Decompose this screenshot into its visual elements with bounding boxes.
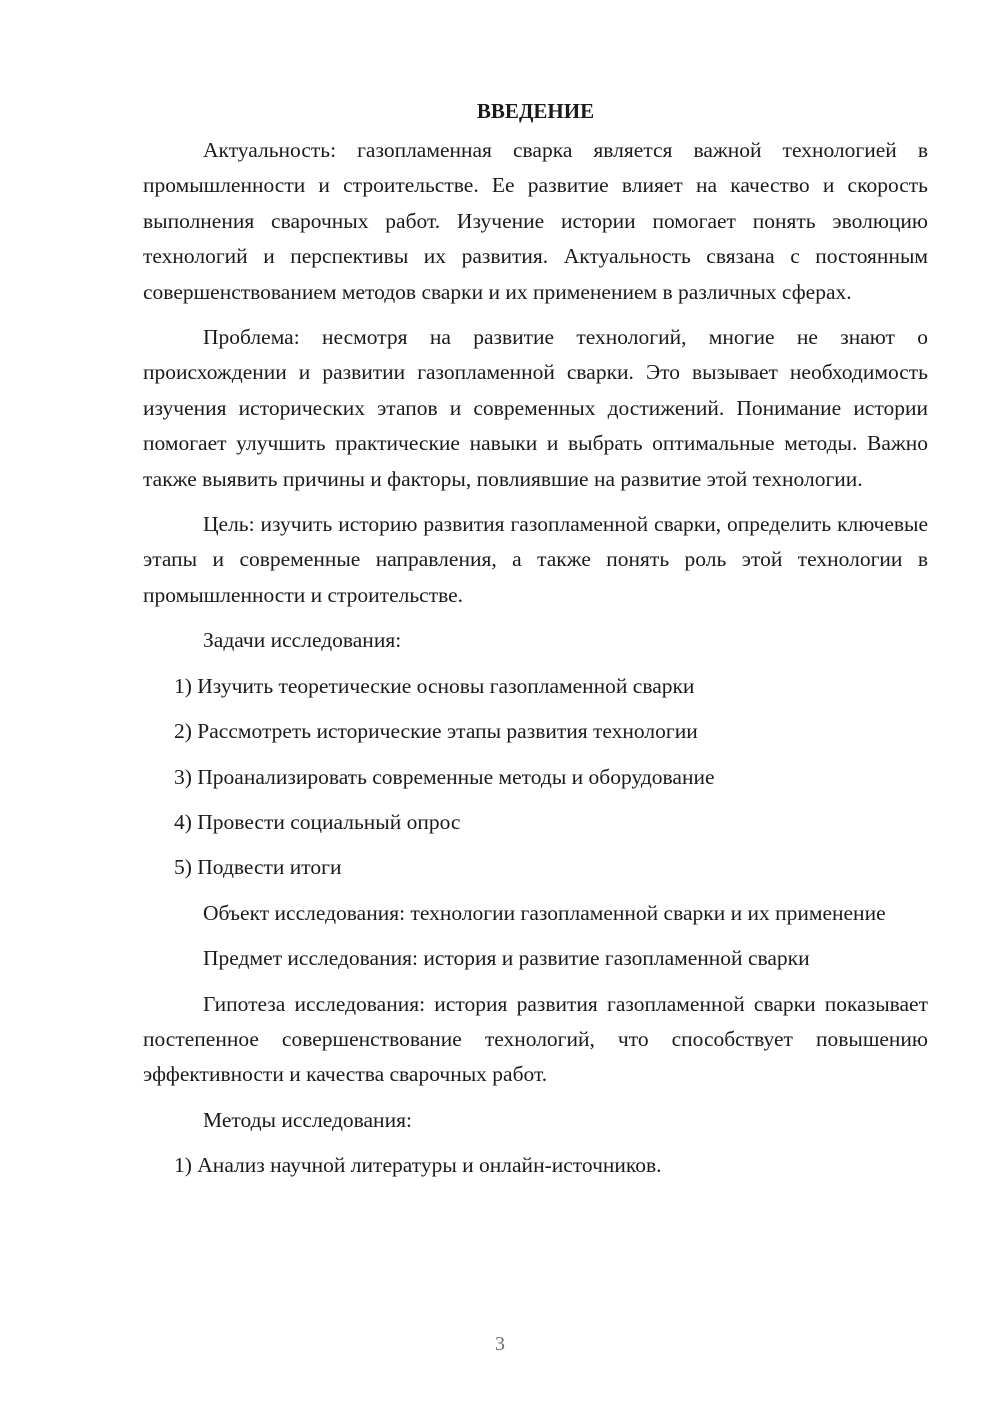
object-paragraph: Объект исследования: технологии газопламенной сварки и их применение xyxy=(203,900,886,925)
document-page xyxy=(143,96,928,1194)
hypothesis-paragraph: Гипотеза исследования: история развития газопламенной сварки показывает постепенное совершенствование технологий, что способствует повышению эффективности и качества сварочных работ. xyxy=(143,991,928,1087)
page-title: ВВЕДЕНИЕ xyxy=(476,99,595,123)
list-item: 3) Проанализировать современные методы и оборудование xyxy=(174,764,715,789)
list-item: 5) Подвести итоги xyxy=(174,855,342,880)
goal-paragraph: Цель: изучить историю развития газопламенной сварки, определить ключевые этапы и современные направления, а также понять роль этой технологии в промышленности и строительстве. xyxy=(143,512,928,607)
list-item: 4) Провести социальный опрос xyxy=(174,809,461,834)
page-number: 3 xyxy=(495,1333,505,1355)
problem-paragraph: Проблема: несмотря на развитие технологий, многие не знают о происхождении и развитии газопламенной сварки. Это вызывает необходимость изучения исторических этапов и современных достижений. Понимание истории помогает улучшить практические навыки и выбрать оптимальные методы. Важно также выявить причины и факторы, повлиявшие на развитие этой технологии. xyxy=(143,325,928,491)
tasks-list xyxy=(143,669,928,886)
list-item: 1) Анализ научной литературы и онлайн-источников. xyxy=(174,1153,662,1178)
subject-paragraph: Предмет исследования: история и развитие газопламенной сварки xyxy=(203,946,810,971)
methods-heading: Методы исследования: xyxy=(203,1107,412,1132)
methods-list xyxy=(143,1148,928,1183)
list-item: 1) Изучить теоретические основы газопламенной сварки xyxy=(174,673,695,698)
list-item: 2) Рассмотреть исторические этапы развития технологии xyxy=(174,719,698,744)
tasks-heading: Задачи исследования: xyxy=(203,628,402,653)
relevance-paragraph: Актуальность: газопламенная сварка является важной технологией в промышленности и строительстве. Ее развитие влияет на качество и скорость выполнения сварочных работ. Изучение истории помогает понять эволюцию технологий и перспективы их развития. Актуальность связана с постоянным совершенствованием методов сварки и их применением в различных сферах. xyxy=(143,138,928,304)
